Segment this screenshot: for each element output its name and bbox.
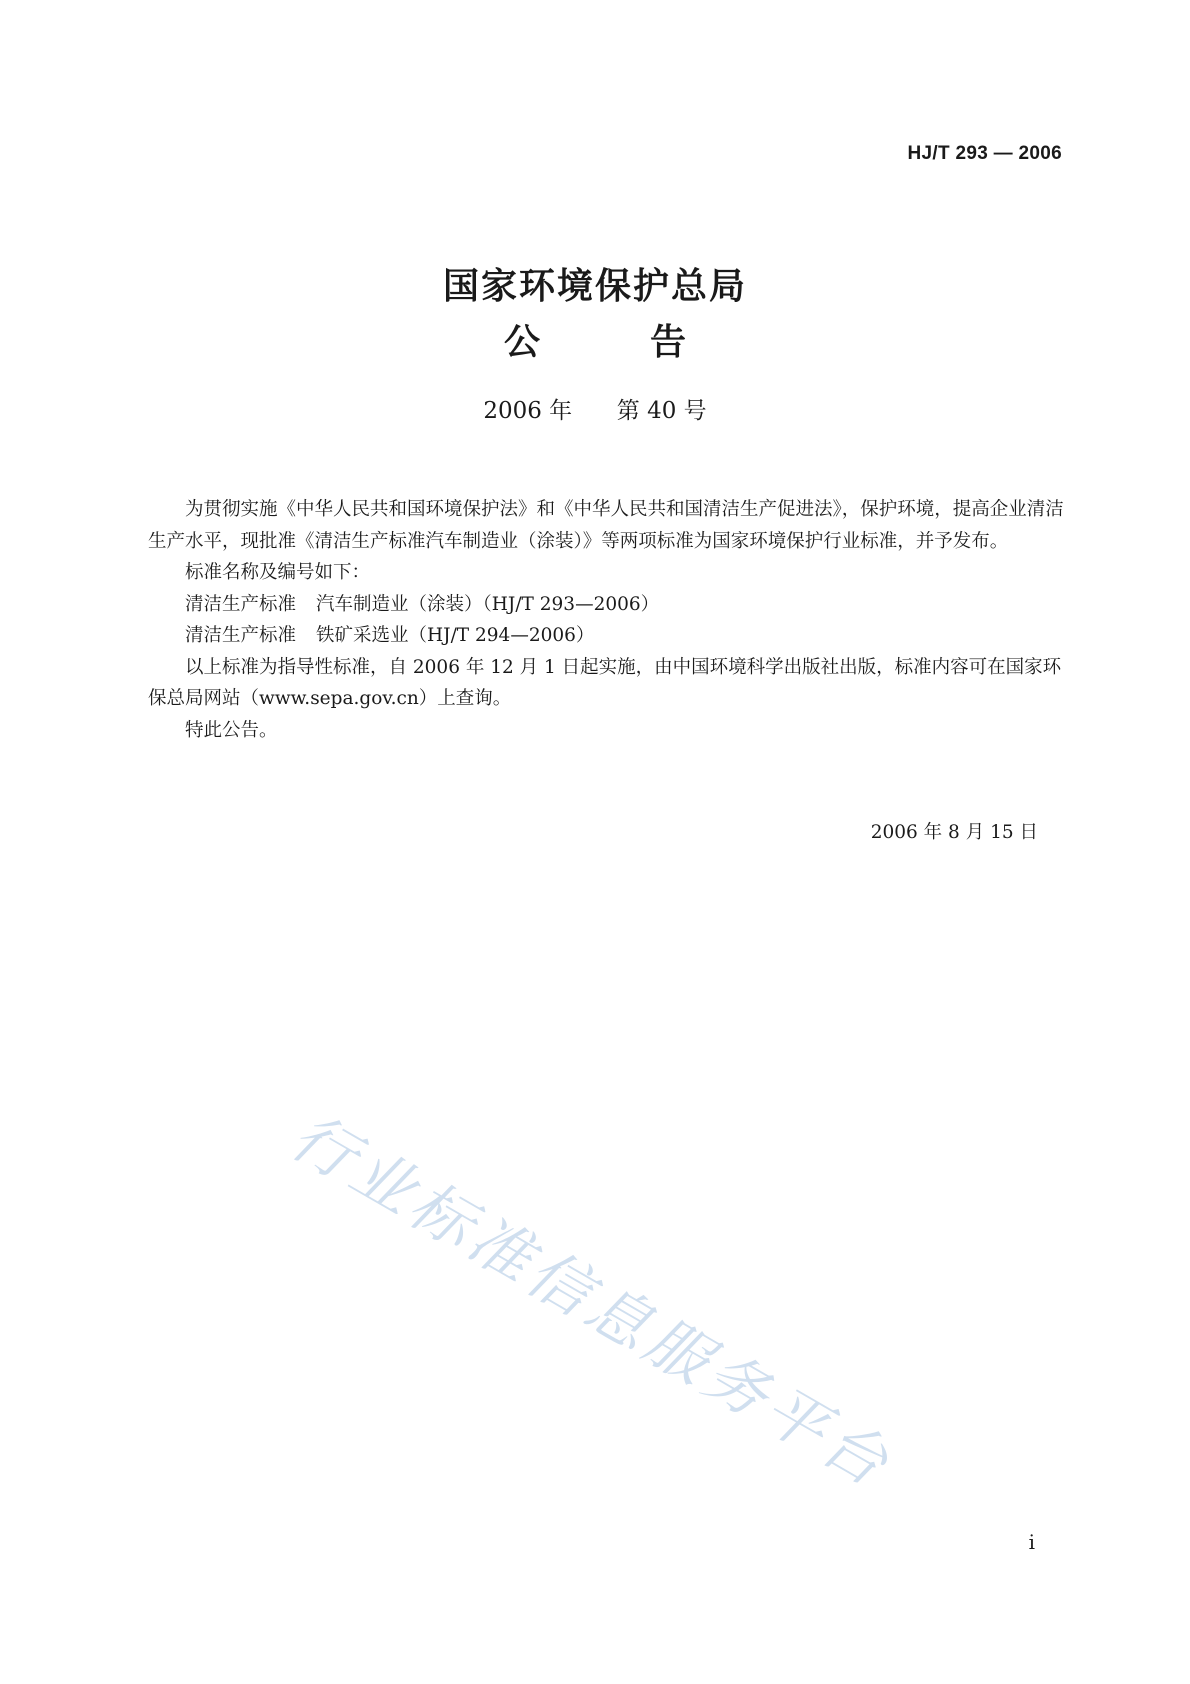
standard-category: 清洁生产标准 (185, 625, 297, 646)
issue-number (0, 392, 1190, 425)
standard-code: HJ/T 293 — 2006 (907, 143, 1062, 164)
page-number: i (1028, 1530, 1035, 1554)
standard-item (148, 620, 1070, 652)
standard-name: 铁矿采选业（HJ/T 294—2006） (316, 625, 595, 646)
announcement-body (148, 494, 1070, 746)
standard-item (148, 589, 1070, 621)
doc-type-title: 公告 (503, 322, 796, 363)
list-intro: 标准名称及编号如下： (185, 562, 371, 583)
agency-title: 国家环境保护总局 (442, 266, 747, 307)
closing-line: 特此公告。 (185, 719, 278, 741)
issue-year: 2006 年 (483, 398, 573, 424)
issue-no: 第 40 号 (616, 398, 707, 424)
announcement-date: 2006 年 8 月 15 日 (870, 822, 1038, 843)
intro-paragraph: 为贯彻实施《中华人民共和国环境保护法》和《中华人民共和国清洁生产促进法》，保护环境，提高企业清洁生产水平，现批准《清洁生产标准汽车制造业（涂装）》等两项标准为国家环境保护行业标准，并予发布。 (148, 499, 1064, 552)
standard-name: 汽车制造业（涂装）（HJ/T 293—2006） (316, 593, 660, 615)
implementation-paragraph: 以上标准为指导性标准，自 2006 年 12 月 1 日起实施，由中国环境科学出版社出版，标准内容可在国家环保总局网站（www.sepa.gov.cn）上查询。 (148, 656, 1062, 709)
watermark: 行业标准信息服务平台 (279, 1099, 905, 1503)
standard-category: 清洁生产标准 (185, 593, 297, 615)
